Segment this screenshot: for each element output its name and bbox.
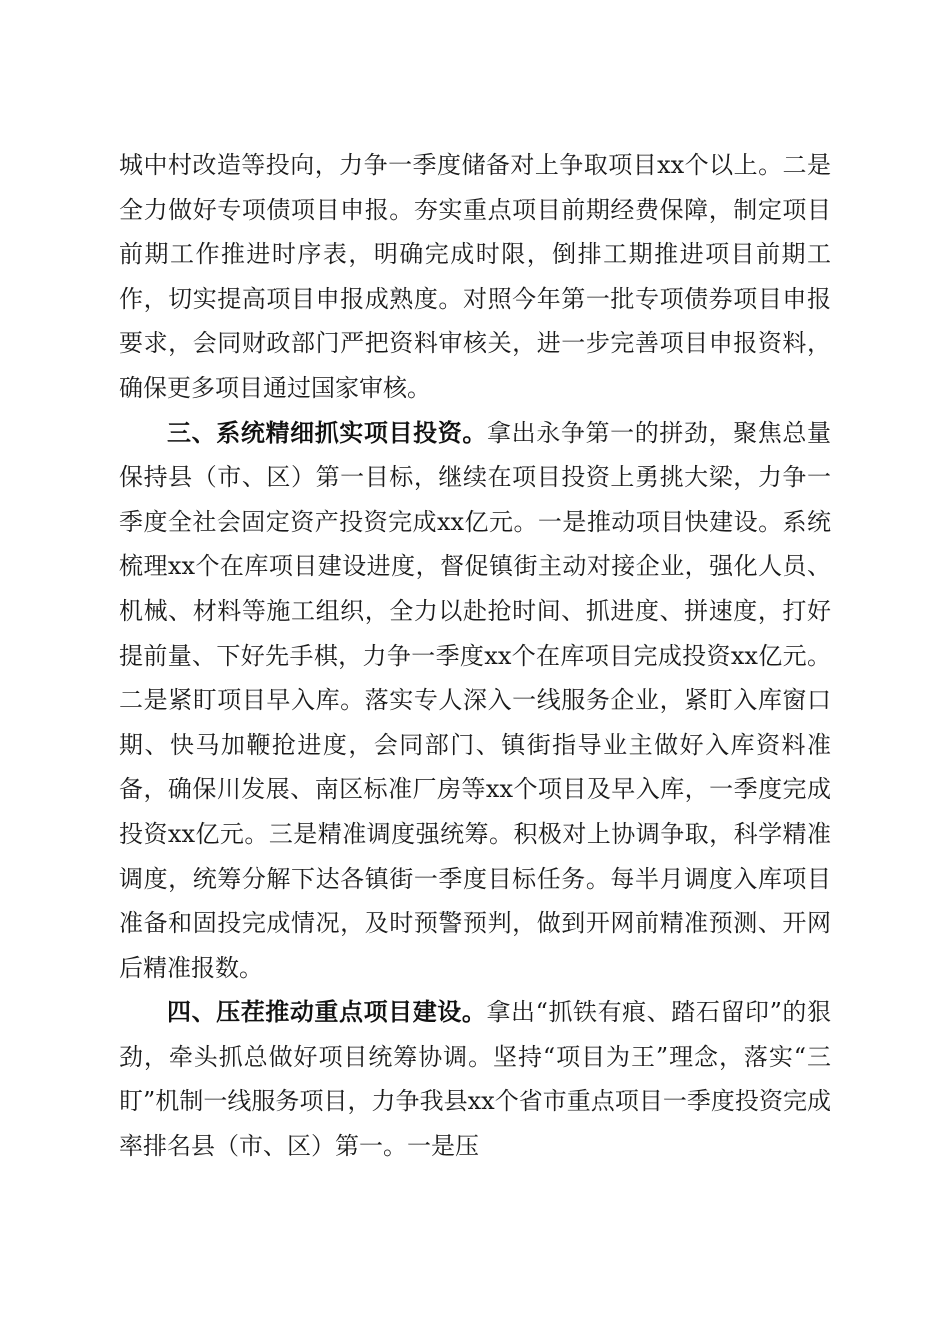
paragraph-1-text: 城中村改造等投向，力争一季度储备对上争取项目xx个以上。二是全力做好专项债项目申报。夯实重点项目前期经费保障，制定项目前期工作推进时序表，明确完成时限，倒排工期推进项目前期工作，切实提高项目申报成熟度。对照今年第一批专项债券项目申报要求，会同财政部门严把资料审核关，进一步完善项目申报资料，确保更多项目通过国家审核。 [119,151,831,402]
paragraph-3 [119,990,831,1168]
paragraph-3-text: 拿出“抓铁有痕、踏石留印”的狠劲，牵头抓总做好项目统筹协调。坚持“项目为王”理念，落实“三盯”机制一线服务项目，力争我县xx个省市重点项目一季度投资完成率排名县（市、区）第一。一是压 [119,998,832,1161]
section-heading-3: 三、系统精细抓实项目投资。 [167,418,487,447]
document-body [119,143,831,1169]
section-heading-4: 四、压茬推动重点项目建设。 [167,998,487,1027]
paragraph-2-text: 拿出永争第一的拼劲，聚焦总量保持县（市、区）第一目标，继续在项目投资上勇挑大梁，力争一季度全社会固定资产投资完成xx亿元。一是推动项目快建设。系统梳理xx个在库项目建设进度，督促镇街主动对接企业，强化人员、机械、材料等施工组织，全力以赴抢时间、抓进度、拼速度，打好提前量、下好先手棋，力争一季度xx个在库项目完成投资xx亿元。二是紧盯项目早入库。落实专人深入一线服务企业，紧盯入库窗口期、快马加鞭抢进度，会同部门、镇街指导业主做好入库资料准备，确保川发展、南区标准厂房等xx个项目及早入库，一季度完成投资xx亿元。三是精准调度强统筹。积极对上协调争取，科学精准调度，统筹分解下达各镇街一季度目标任务。每半月调度入库项目准备和固投完成情况，及时预警预判，做到开网前精准预测、开网后精准报数。 [119,418,831,982]
paragraph-2 [119,411,831,991]
paragraph-1 [119,143,831,411]
